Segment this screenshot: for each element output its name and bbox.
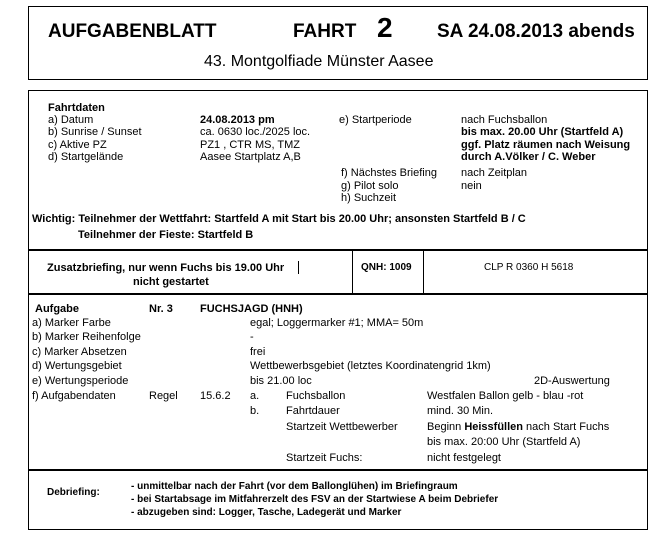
fahrt-date: SA 24.08.2013 abends bbox=[437, 21, 635, 42]
aktive-pz-value: PZ1 , CTR MS, TMZ bbox=[200, 139, 301, 151]
naechstes-briefing-value: nach Zeitplan bbox=[461, 167, 528, 179]
marker-absetzen-label: c) Marker Absetzen bbox=[32, 346, 127, 358]
text-cursor bbox=[298, 261, 299, 274]
startperiode-line-4: durch A.Völker / C. Weber bbox=[461, 151, 596, 163]
regel-number: 15.6.2 bbox=[200, 390, 231, 402]
clp-value: CLP R 0360 H 5618 bbox=[484, 262, 574, 273]
debriefing-label: Debriefing: bbox=[47, 487, 100, 498]
startzeit-wettbewerber-value-2: bis max. 20:00 Uhr (Startfeld A) bbox=[427, 436, 581, 448]
sheet-title: AUFGABENBLATT bbox=[48, 21, 217, 42]
aufgabe-box bbox=[28, 294, 648, 470]
debriefing-line-3: - abzugeben sind: Logger, Tasche, Ladegerät und Marker bbox=[131, 507, 402, 518]
startperiode-label: e) Startperiode bbox=[339, 114, 412, 126]
startperiode-line-3: ggf. Platz räumen nach Weisung bbox=[461, 139, 631, 151]
fahrtdauer-label: Fahrtdauer bbox=[286, 405, 340, 417]
suchzeit-label: h) Suchzeit bbox=[341, 192, 397, 204]
wertungsgebiet-label: d) Wertungsgebiet bbox=[32, 360, 122, 372]
startzeit-wettbewerber-value bbox=[427, 422, 609, 433]
header-box bbox=[28, 6, 648, 80]
startgelaende-value: Aasee Startplatz A,B bbox=[200, 151, 301, 163]
debriefing-box bbox=[28, 470, 648, 530]
pilot-solo-label: g) Pilot solo bbox=[341, 180, 399, 192]
startgelaende-label: d) Startgelände bbox=[48, 151, 124, 163]
aufgabe-name: FUCHSJAGD (HNH) bbox=[200, 303, 303, 315]
marker-absetzen-value: frei bbox=[250, 346, 266, 358]
fahrt-label: FAHRT bbox=[293, 21, 357, 42]
pilot-solo-value: nein bbox=[461, 180, 482, 192]
startzeit-fuchs-label: Startzeit Fuchs: bbox=[286, 452, 363, 464]
zusatz-line-2: nicht gestartet bbox=[133, 276, 209, 288]
startperiode-line-1: nach Fuchsballon bbox=[461, 114, 548, 126]
event-name: 43. Montgolfiade Münster Aasee bbox=[204, 53, 434, 70]
marker-farbe-label: a) Marker Farbe bbox=[32, 317, 111, 329]
datum-label: a) Datum bbox=[48, 114, 94, 126]
item-a-letter: a. bbox=[250, 390, 260, 402]
sw-value-pre: Beginn bbox=[427, 421, 465, 433]
aufgabe-nr: Nr. 3 bbox=[149, 303, 173, 315]
wertungsperiode-value: bis 21.00 loc bbox=[250, 375, 312, 387]
debriefing-line-1: - unmittelbar nach der Fahrt (vor dem Ballonglühen) im Briefingraum bbox=[131, 481, 458, 492]
naechstes-briefing-label: f) Nächstes Briefing bbox=[341, 167, 437, 179]
fahrt-number: 2 bbox=[377, 12, 393, 43]
startperiode-line-2: bis max. 20.00 Uhr (Startfeld A) bbox=[461, 126, 624, 138]
auswertung-mode: 2D-Auswertung bbox=[534, 375, 610, 387]
fahrtdaten-box bbox=[28, 90, 648, 250]
qnh-value: QNH: 1009 bbox=[361, 262, 412, 273]
sw-value-post: nach Start Fuchs bbox=[523, 421, 610, 433]
wichtig-line-2: Teilnehmer der Fieste: Startfeld B bbox=[78, 229, 254, 241]
datum-value: 24.08.2013 pm bbox=[200, 114, 275, 126]
debriefing-line-2: - bei Startabsage im Mitfahrerzelt des FSV an der Startwiese A beim Debriefer bbox=[131, 494, 499, 505]
fahrtdaten-heading: Fahrtdaten bbox=[48, 102, 105, 114]
aktive-pz-label: c) Aktive PZ bbox=[48, 139, 107, 151]
item-b-letter: b. bbox=[250, 405, 260, 417]
sw-value-bold: Heissfüllen bbox=[464, 421, 523, 433]
aufgabendaten-label: f) Aufgabendaten bbox=[32, 390, 116, 402]
fahrtdauer-value: mind. 30 Min. bbox=[427, 405, 494, 417]
zusatz-line-1: Zusatzbriefing, nur wenn Fuchs bis 19.00 Uhr bbox=[47, 262, 285, 274]
fuchsballon-label: Fuchsballon bbox=[286, 390, 346, 402]
wertungsgebiet-value: Wettbewerbsgebiet (letztes Koordinatengrid 1km) bbox=[250, 360, 491, 372]
marker-reihenfolge-label: b) Marker Reihenfolge bbox=[32, 331, 141, 343]
aufgabe-heading: Aufgabe bbox=[35, 303, 79, 315]
startzeit-fuchs-value: nicht festgelegt bbox=[427, 452, 501, 464]
sunrise-label: b) Sunrise / Sunset bbox=[48, 126, 142, 138]
zusatz-divider-2 bbox=[423, 251, 424, 293]
wertungsperiode-label: e) Wertungsperiode bbox=[32, 375, 129, 387]
fuchsballon-value: Westfalen Ballon gelb - blau -rot bbox=[427, 390, 584, 402]
zusatz-divider-1 bbox=[352, 251, 353, 293]
zusatz-box bbox=[28, 250, 648, 294]
startzeit-wettbewerber-label: Startzeit Wettbewerber bbox=[286, 421, 398, 433]
regel-label: Regel bbox=[149, 390, 178, 402]
wichtig-line-1: Wichtig: Teilnehmer der Wettfahrt: Startfeld A mit Start bis 20.00 Uhr; ansonsten Startfeld B / C bbox=[32, 213, 526, 225]
marker-farbe-value: egal; Loggermarker #1; MMA= 50m bbox=[250, 317, 424, 329]
marker-reihenfolge-value: - bbox=[250, 331, 254, 343]
sunrise-value: ca. 0630 loc./2025 loc. bbox=[200, 126, 311, 138]
